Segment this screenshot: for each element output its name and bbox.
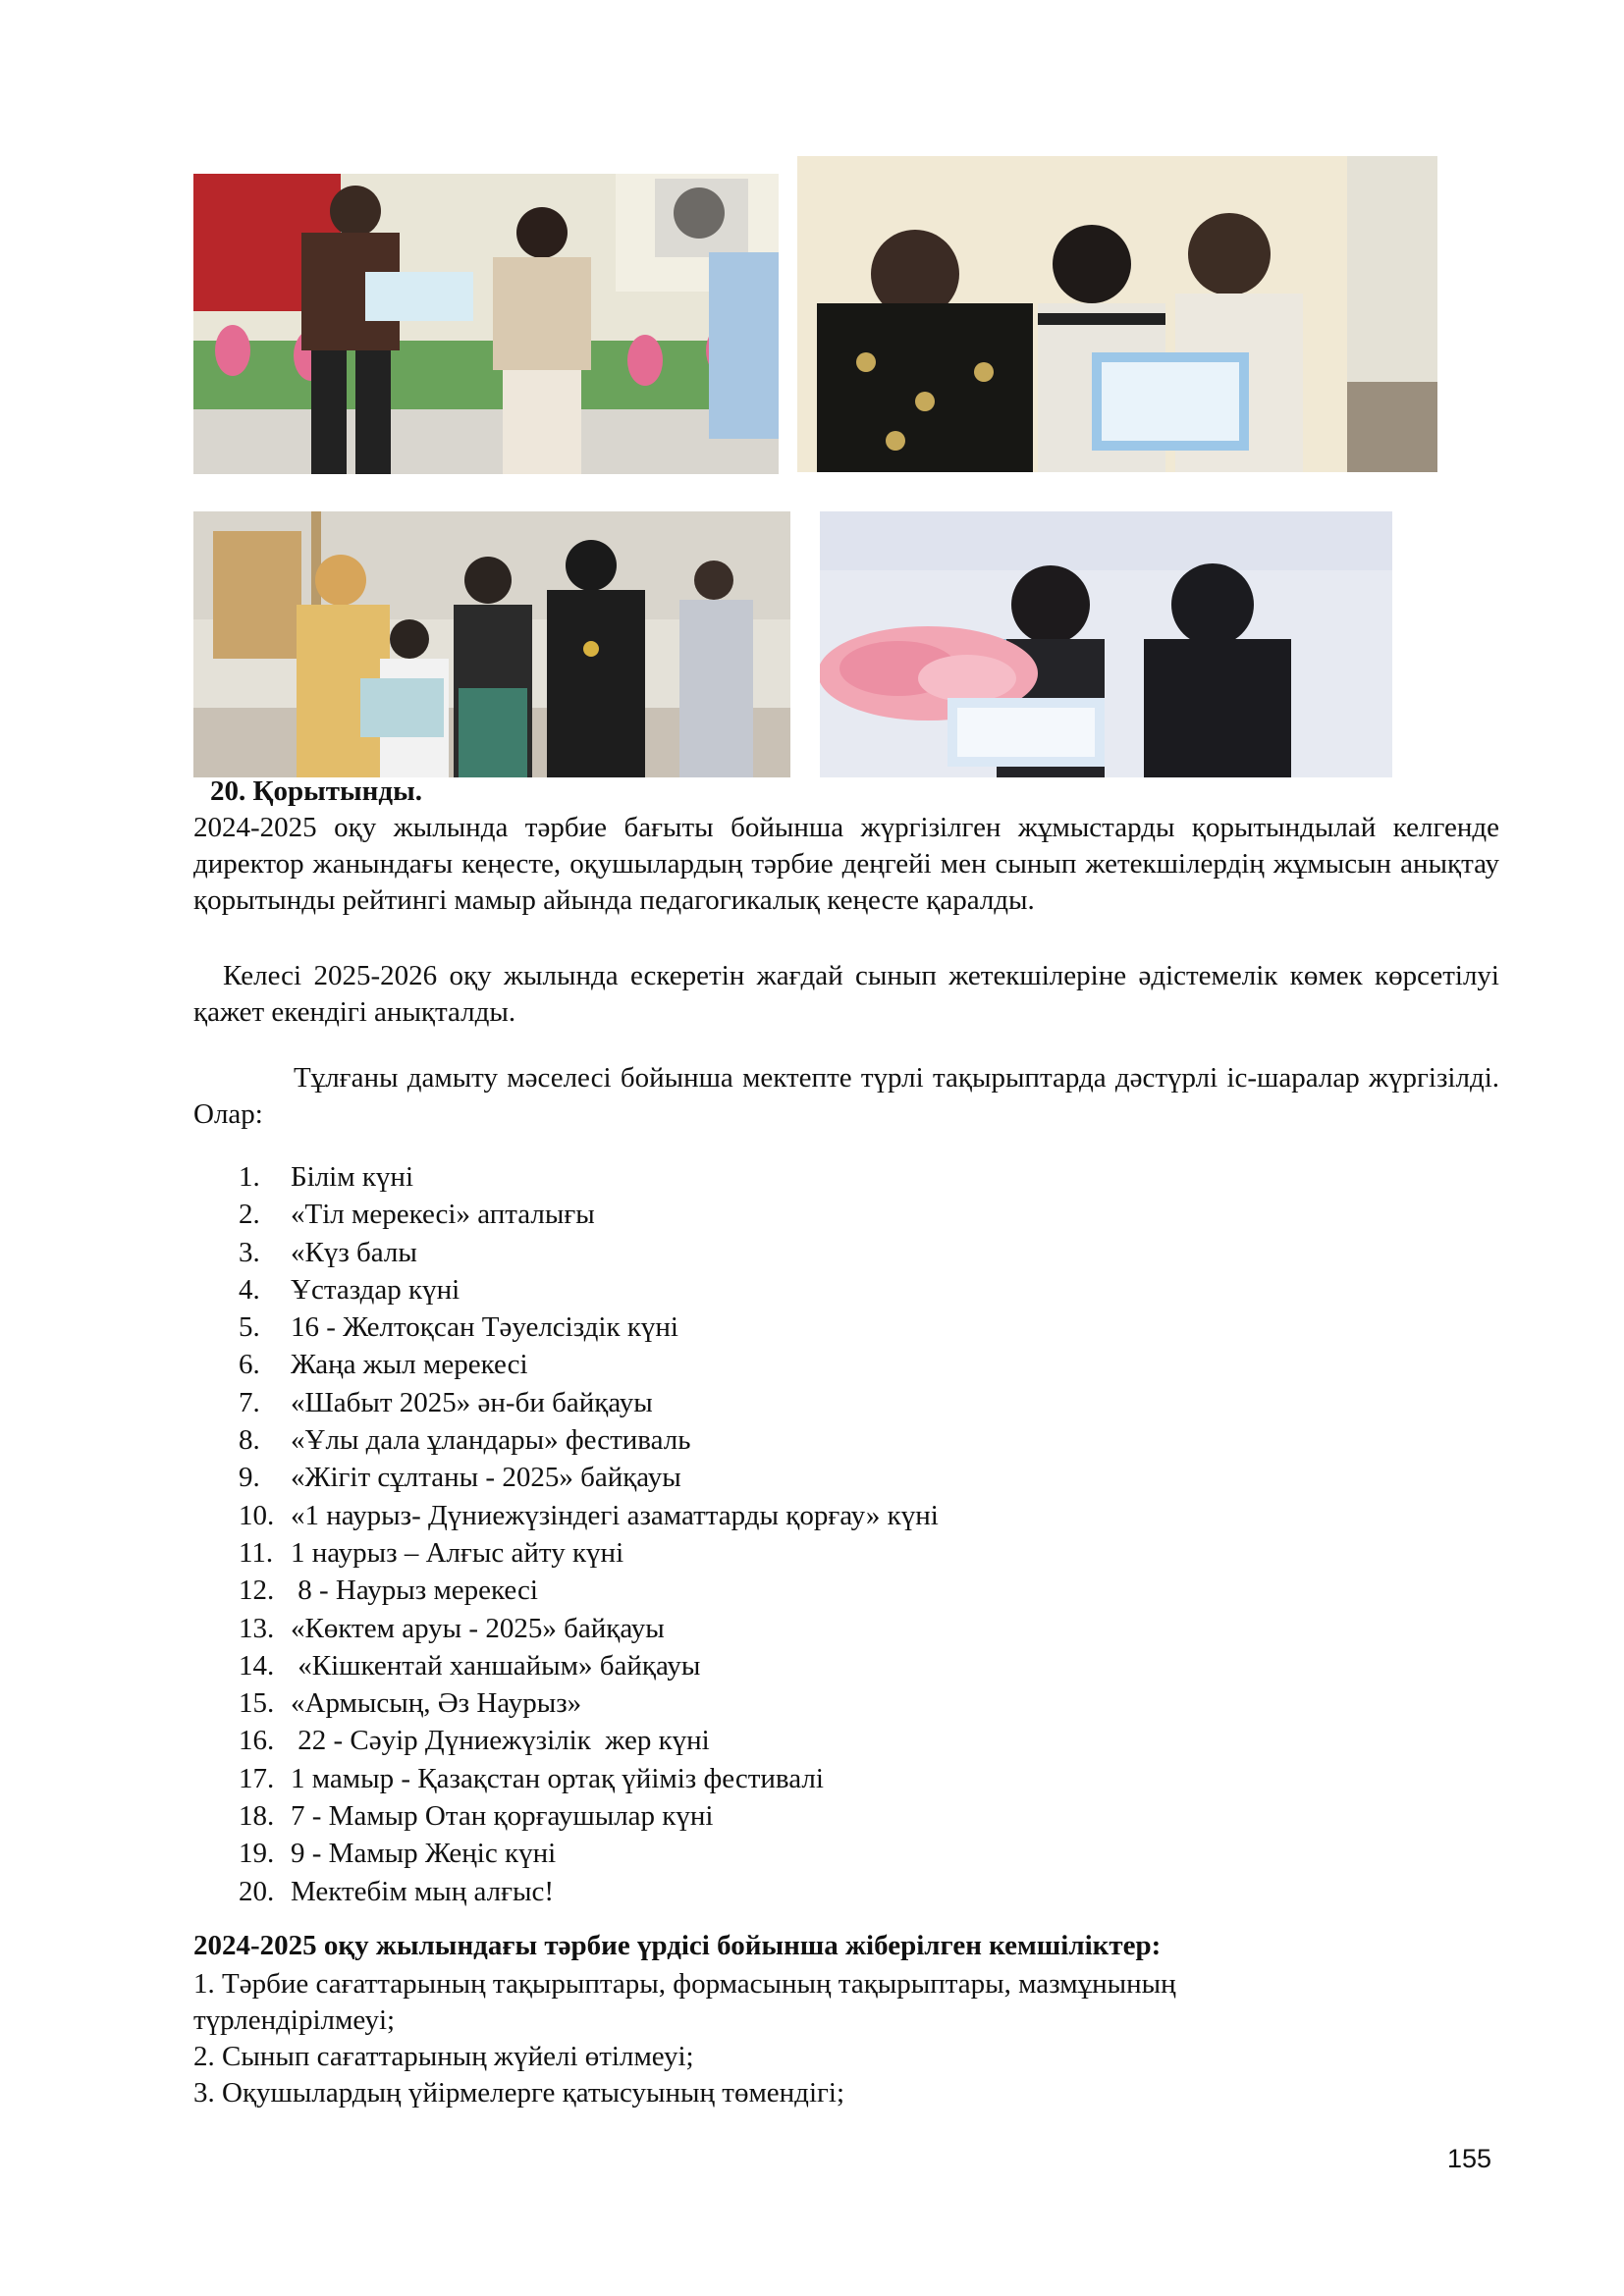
list-item: 6. Жаңа жыл мерекесі [239, 1349, 528, 1381]
list-item: 15. «Армысың, Әз Наурыз» [239, 1687, 582, 1720]
list-item: 18. 7 - Мамыр Отан қорғаушылар күні [239, 1800, 714, 1833]
events-intro-paragraph: Тұлғаны дамыту мәселесі бойынша мектепте түрлі тақырыптарда дәстүрлі іс-шаралар жүргізілді. Олар: [193, 1062, 1499, 1130]
list-item: 12. 8 - Наурыз мерекесі [239, 1575, 538, 1607]
list-item: 10. «1 наурыз- Дүниежүзіндегі азаматтарды қорғау» күні [239, 1499, 939, 1531]
list-item: 9. «Жігіт сұлтаны - 2025» байқауы [239, 1462, 681, 1494]
list-item: 2. Сынып сағаттарының жүйелі өтілмеуі; [193, 2041, 694, 2072]
section-heading: 20. Қорытынды. [210, 775, 422, 807]
events-list [239, 1158, 939, 1910]
list-item: 4. Ұстаздар күні [239, 1273, 460, 1306]
list-item: 20. Мектебім мың алғыс! [239, 1875, 555, 1907]
list-item: 3. Оқушылардың үйірмелерге қатысуының төмендігі; [193, 2077, 845, 2109]
list-item: 14. «Кішкентай ханшайым» байқауы [239, 1649, 701, 1682]
photo-sports-medal-winners [193, 511, 790, 777]
summary-paragraph: 2024-2025 оқу жылында тәрбие бағыты бойынша жүргізілген жұмыстарды қорытындылай келгенде директор жанындағы кеңесте, оқушылардың тәрбие деңгейі мен сынып жетекшілердің жұмысын анықтау қорытынды рейтингі мамыр айында педагогикалық кеңесте қаралды. [193, 812, 1499, 916]
list-item: 11. 1 наурыз – Алғыс айту күні [239, 1536, 624, 1569]
list-item: 3. «Күз балы [239, 1236, 417, 1268]
next-year-paragraph: Келесі 2025-2026 оқу жылында ескеретін жағдай сынып жетекшілеріне әдістемелік көмек көрсетілуі қажет екендігі анықталды. [193, 960, 1499, 1028]
list-item: 1. Тәрбие сағаттарының тақырыптары, формасының тақырыптары, мазмұнының түрлендірілмеуі; [193, 1968, 1176, 2036]
list-item: 17. 1 мамыр - Қазақстан ортақ үйіміз фестивалі [239, 1762, 824, 1794]
photo-diploma-with-flowers [820, 511, 1392, 777]
defects-heading: 2024-2025 оқу жылындағы тәрбие үрдісі бойынша жіберілген кемшіліктер: [193, 1930, 1162, 1961]
list-item: 7. «Шабыт 2025» ән-би байқауы [239, 1386, 653, 1418]
photo-teachers-with-student-diploma [797, 156, 1437, 472]
photo-award-ceremony-stage [193, 174, 779, 474]
defects-list [193, 1966, 1372, 2111]
list-item: 19. 9 - Мамыр Жеңіс күні [239, 1838, 557, 1870]
list-item: 1. Білім күні [239, 1161, 414, 1193]
page-number: 155 [1447, 2144, 1492, 2173]
list-item: 13. «Көктем аруы - 2025» байқауы [239, 1612, 665, 1644]
list-item: 16. 22 - Сәуір Дүниежүзілік жер күні [239, 1725, 710, 1757]
list-item: 2. «Тіл мерекесі» апталығы [239, 1199, 595, 1231]
list-item: 5. 16 - Желтоқсан Тәуелсіздік күні [239, 1311, 678, 1344]
list-item: 8. «Ұлы дала ұландары» фестиваль [239, 1424, 691, 1457]
